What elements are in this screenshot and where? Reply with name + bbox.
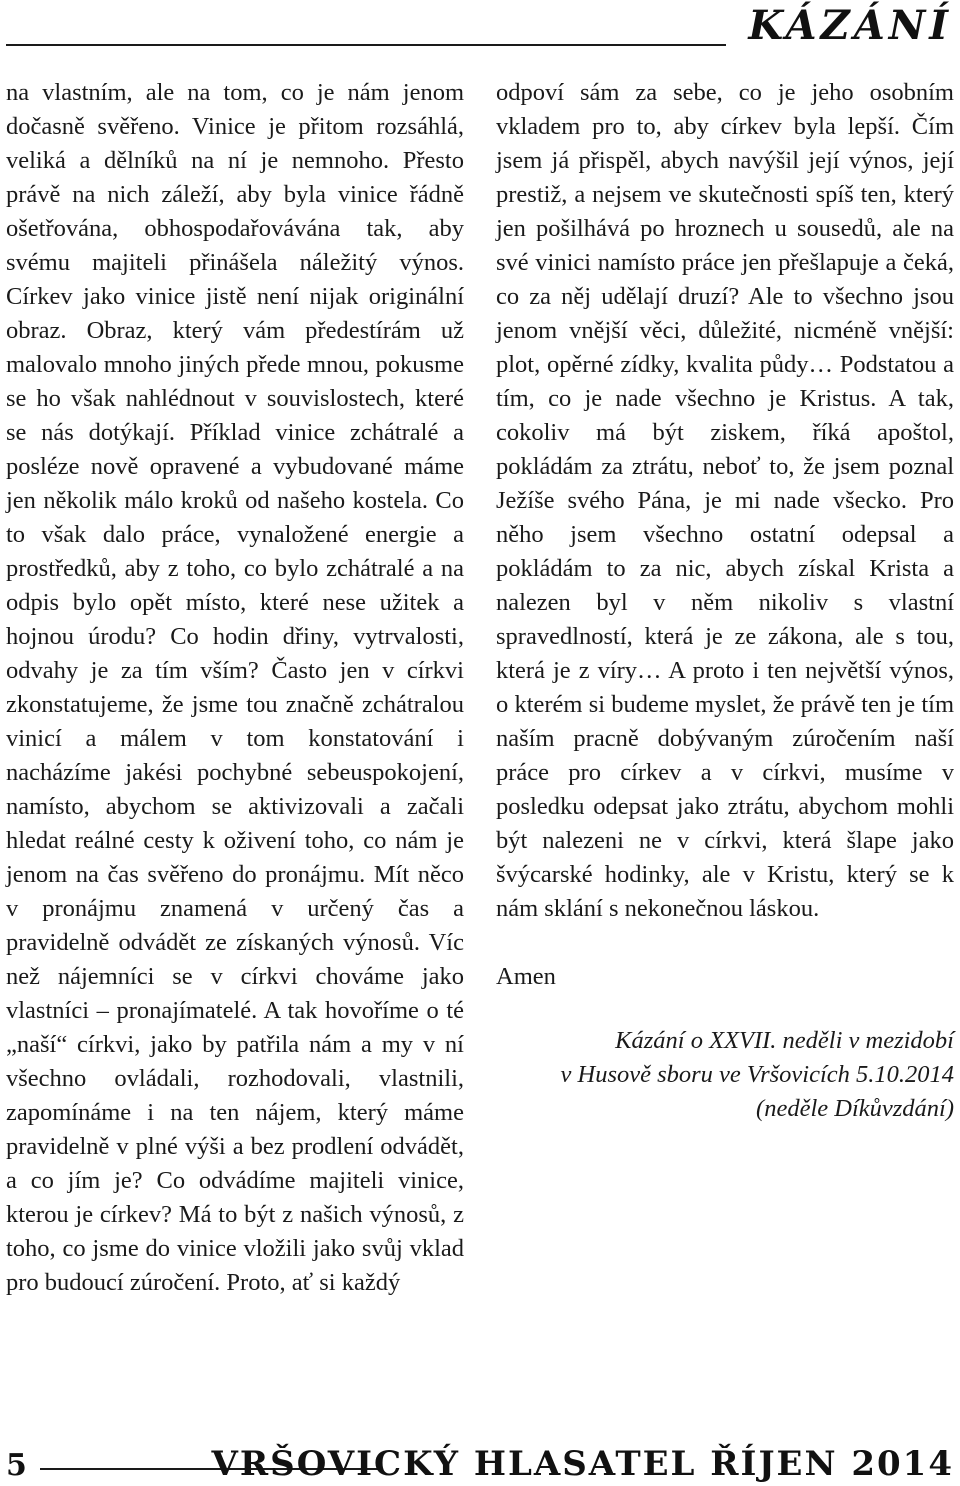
- page-number: 5: [6, 1448, 27, 1483]
- left-column-paragraph: na vlastním, ale na tom, co je nám jenom dočasně svěřeno. Vinice je přitom rozsáhlá, veliká a dělníků na ní je nemnoho. Přesto právě na nich záleží, aby byla vinice řádně ošetřována, obhospodařovávána tak, aby svému majiteli přinášela náležitý výnos. Církev jako vinice jistě není nijak originální obraz. Obraz, který vám předestírám už malovalo mnoho jiných přede mnou, pokusme se ho však nahlédnout v souvislostech, které se nás dotýkají. Příklad vinice zchátralé a posléze nově opravené a vybudované máme jen několik málo kroků od našeho kostela. Co to však dalo práce, vynaložené energie a prostředků, aby z toho, co bylo zchátralé a na odpis bylo opět místo, které nese užitek a hojnou úrodu? Co hodin dřiny, vytrvalosti, odvahy je za tím vším? Často jen v církvi zkonstatujeme, že jsme tou značně zchátralou vinicí a málem v tom konstatování i nacházíme jakési pochybné sebeuspokojení, namísto, abychom se aktivizovali a začali hledat reálné cesty k oživení toho, co nám je jenom na čas svěřeno do pronájmu. Mít něco v pronájmu znamená v určený čas a pravidelně odvádět ze získaných výnosů. Víc než nájemníci se v církvi chováme jako vlastníci – pronajímatelé. A tak hovoříme o té „naší“ církvi, jako by patřila nám a my v ní všechno ovládali, rozhodovali, vlastnili, zapomínáme i na ten nájem, který máme pravidelně v plné výši a bez prodlení odvádět, a co jím je? Co odvádíme majiteli vinice, kterou je církev? Má to být z našich výnosů, z toho, co jsme do vinice vložili jako svůj vklad pro budoucí zúročení. Proto, ať si každý: [6, 79, 464, 1296]
- amen-line: Amen: [496, 963, 556, 990]
- magazine-title: VRŠOVICKÝ HLASATEL ŘÍJEN 2014: [211, 1444, 954, 1484]
- section-title: KÁZÁNÍ: [748, 2, 952, 49]
- right-text-column: [496, 76, 954, 1126]
- right-column-paragraph: odpoví sám za sebe, co je jeho osobním vkladem pro to, aby církev byla lepší. Čím jsem já přispěl, abych navýšil její výnos, její prestiž, a nejsem ve skutečnosti spíš ten, který jen pošilhává po hroznech u sousedů, ale na své vinici namísto práce jen přešlapuje a čeká, co za něj udělají druzí? Ale to všechno jsou jenom vnější věci, důležité, nicméně vnější: plot, opěrné zídky, kvalita půdy… Podstatou a tím, co je nade všechno je Kristus. A tak, cokoliv má být ziskem, říká apoštol, pokládám za ztrátu, neboť to, že jsem poznal Ježíše svého Pána, je mi nade všecko. Pro něho jsem všechno ostatní odepsal a pokládám to za nic, abych získal Krista a nalezen byl v něm nikoliv s vlastní spravedlností, která je ze zákona, ale s tou, která je z víry… A proto i ten největší výnos, o kterém si budeme myslet, že právě ten je tím naším pracně dobývaným zúročením naší práce pro církev a v církvi, musíme v posledku odepsat jako ztrátu, abychom mohli být nalezeni ne v církvi, která šlape jako švýcarské hodinky, ale v Kristu, který se k nám sklání s nekonečnou láskou.: [496, 79, 954, 922]
- sermon-signature: [496, 1024, 954, 1126]
- header-rule: [6, 44, 726, 46]
- left-text-column: [6, 76, 464, 1300]
- signature-line-2: v Husově sboru ve Vršovicích 5.10.2014: [560, 1061, 954, 1088]
- page-footer: [0, 1440, 960, 1486]
- page-header: [0, 0, 960, 60]
- signature-line-3: (neděle Díkůvzdání): [756, 1095, 954, 1122]
- signature-line-1: Kázání o XXVII. neděli v mezidobí: [615, 1027, 954, 1054]
